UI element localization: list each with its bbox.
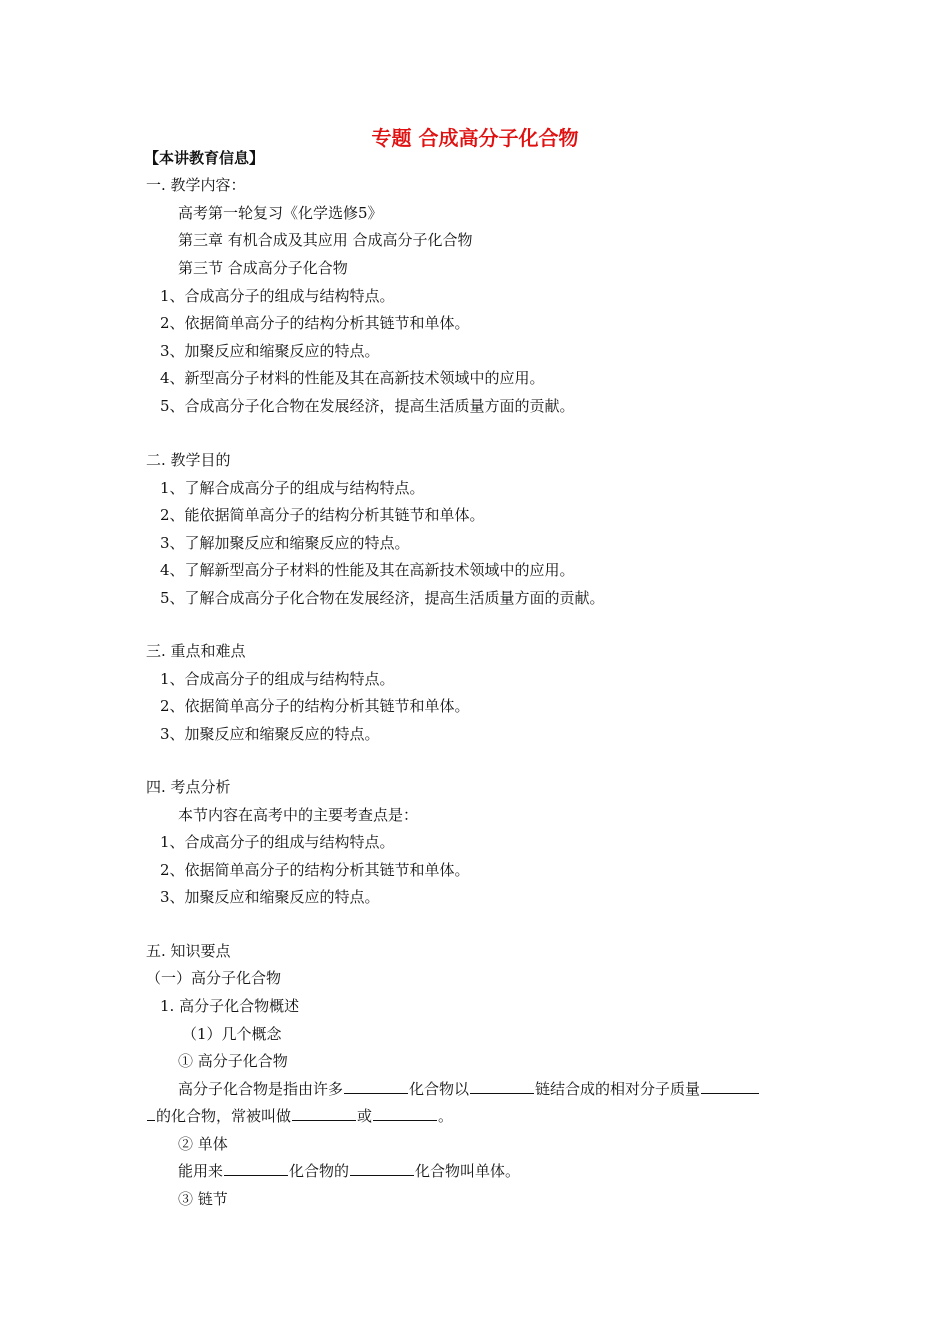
- section-1-sub: 第三章 有机合成及其应用 合成高分子化合物: [178, 231, 473, 249]
- page-title: 专题 合成高分子化合物: [371, 126, 579, 150]
- point-heading: 1. 高分子化合物概述: [160, 997, 300, 1015]
- section-4-heading: 四. 考点分析: [146, 778, 231, 796]
- section-4-intro: 本节内容在高考中的主要考查点是：: [178, 806, 419, 824]
- section-5-heading: 五. 知识要点: [146, 942, 231, 960]
- list-item: 3、加聚反应和缩聚反应的特点。: [160, 342, 380, 360]
- list-item: 3、加聚反应和缩聚反应的特点。: [160, 725, 380, 743]
- list-item: 3、加聚反应和缩聚反应的特点。: [160, 888, 380, 906]
- text-fragment: 的化合物，常被叫做: [156, 1107, 292, 1125]
- list-item: 2、能依据简单高分子的结构分析其链节和单体。: [160, 506, 485, 524]
- fill-blank: [350, 1160, 414, 1176]
- text-fragment: 或: [357, 1107, 373, 1125]
- section-3-heading: 三. 重点和难点: [146, 642, 246, 660]
- text-fragment: 。: [438, 1107, 454, 1125]
- section-2-heading: 二. 教学目的: [146, 451, 231, 469]
- list-item: 5、合成高分子化合物在发展经济，提高生活质量方面的贡献。: [160, 397, 575, 415]
- fill-blank: [224, 1160, 288, 1176]
- concept-2-line-1: [178, 1160, 520, 1182]
- list-item: 2、依据简单高分子的结构分析其链节和单体。: [160, 861, 470, 879]
- fill-blank: [344, 1078, 408, 1094]
- list-item: 5、了解合成高分子化合物在发展经济，提高生活质量方面的贡献。: [160, 589, 605, 607]
- concept-1-title: ① 高分子化合物: [178, 1052, 288, 1070]
- concept-1-line-1: [178, 1078, 760, 1100]
- text-fragment: 化合物叫单体。: [415, 1162, 521, 1180]
- fill-blank: [373, 1105, 437, 1121]
- text-fragment: 高分子化合物是指由许多: [178, 1080, 344, 1098]
- fill-blank: [701, 1078, 759, 1094]
- list-item: 2、依据简单高分子的结构分析其链节和单体。: [160, 314, 470, 332]
- text-fragment: 化合物的: [289, 1162, 350, 1180]
- section-1-sub: 第三节 合成高分子化合物: [178, 259, 348, 277]
- text-fragment: 链结合成的相对分子质量: [535, 1080, 701, 1098]
- concept-3-title: ③ 链节: [178, 1190, 228, 1208]
- text-fragment: 化合物以: [409, 1080, 470, 1098]
- section-1-heading: 一. 教学内容：: [146, 176, 246, 194]
- fill-blank: [470, 1078, 534, 1094]
- concept-2-title: ② 单体: [178, 1135, 228, 1153]
- list-item: 2、依据简单高分子的结构分析其链节和单体。: [160, 697, 470, 715]
- section-1-sub: 高考第一轮复习《化学选修5》: [178, 204, 383, 222]
- info-heading: 【本讲教育信息】: [144, 149, 265, 167]
- concepts-heading: （1）几个概念: [182, 1025, 282, 1043]
- list-item: 1、合成高分子的组成与结构特点。: [160, 287, 395, 305]
- list-item: 3、了解加聚反应和缩聚反应的特点。: [160, 534, 410, 552]
- list-item: 4、了解新型高分子材料的性能及其在高新技术领域中的应用。: [160, 561, 575, 579]
- list-item: 1、合成高分子的组成与结构特点。: [160, 833, 395, 851]
- list-item: 1、了解合成高分子的组成与结构特点。: [160, 479, 425, 497]
- concept-1-line-2: [146, 1105, 453, 1127]
- text-fragment: 能用来: [178, 1162, 224, 1180]
- part-heading: （一）高分子化合物: [146, 969, 282, 987]
- fill-blank: [147, 1105, 155, 1121]
- list-item: 1、合成高分子的组成与结构特点。: [160, 670, 395, 688]
- fill-blank: [292, 1105, 356, 1121]
- list-item: 4、新型高分子材料的性能及其在高新技术领域中的应用。: [160, 369, 545, 387]
